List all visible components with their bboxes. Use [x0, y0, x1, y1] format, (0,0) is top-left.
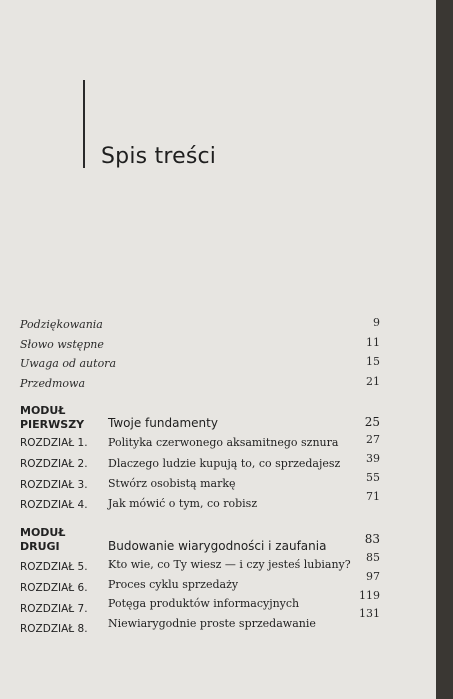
chapter-page: 85 — [366, 551, 380, 564]
chapter-title: Dlaczego ludzie kupują to, co sprzedajesz — [108, 457, 341, 470]
chapter-title: Proces cyklu sprzedaży — [108, 578, 239, 591]
book-edge — [436, 0, 453, 699]
module-label-line1: MODUŁ — [20, 526, 66, 539]
chapter-label: ROZDZIAŁ 5. — [20, 561, 88, 573]
chapter-page: 71 — [366, 490, 380, 503]
chapter-page: 55 — [366, 471, 380, 484]
module-label-line2: DRUGI — [20, 540, 60, 553]
front-matter-page: 11 — [366, 336, 380, 349]
chapter-page: 97 — [366, 570, 380, 583]
chapter-page: 131 — [359, 607, 380, 620]
front-matter-label: Podziękowania — [20, 318, 103, 331]
module-title: Twoje fundamenty — [108, 416, 218, 430]
front-matter-label: Przedmowa — [20, 377, 86, 390]
module-page: 83 — [364, 532, 380, 546]
front-matter-label: Uwaga od autora — [20, 357, 117, 370]
chapter-title: Potęga produktów informacyjnych — [108, 597, 300, 610]
chapter-label: ROZDZIAŁ 8. — [20, 623, 88, 635]
chapter-title: Jak mówić o tym, co robisz — [108, 497, 258, 510]
chapter-label: ROZDZIAŁ 4. — [20, 499, 88, 511]
chapter-title: Kto wie, co Ty wiesz — i czy jesteś lubiany? — [108, 558, 351, 571]
chapter-label: ROZDZIAŁ 3. — [20, 479, 88, 491]
chapter-title: Stwórz osobistą markę — [108, 477, 236, 490]
chapter-label: ROZDZIAŁ 2. — [20, 458, 88, 470]
module-page: 25 — [364, 415, 380, 429]
module-label-line2: PIERWSZY — [20, 418, 85, 431]
chapter-label: ROZDZIAŁ 1. — [20, 437, 88, 449]
chapter-label: ROZDZIAŁ 6. — [20, 582, 88, 594]
chapter-page: 39 — [366, 452, 380, 465]
front-matter-page: 9 — [373, 316, 380, 329]
chapter-label: ROZDZIAŁ 7. — [20, 603, 88, 615]
front-matter-page: 15 — [366, 355, 380, 368]
chapter-page: 119 — [359, 589, 380, 602]
title-rule — [83, 80, 85, 168]
page-title: Spis treści — [101, 144, 217, 169]
module-label-line1: MODUŁ — [20, 404, 66, 417]
chapter-title: Niewiarygodnie proste sprzedawanie — [108, 617, 316, 630]
front-matter-label: Słowo wstępne — [20, 338, 104, 351]
module-title: Budowanie wiarygodności i zaufania — [108, 539, 327, 553]
chapter-page: 27 — [366, 433, 380, 446]
front-matter-page: 21 — [366, 375, 380, 388]
chapter-title: Polityka czerwonego aksamitnego sznura — [108, 436, 339, 449]
